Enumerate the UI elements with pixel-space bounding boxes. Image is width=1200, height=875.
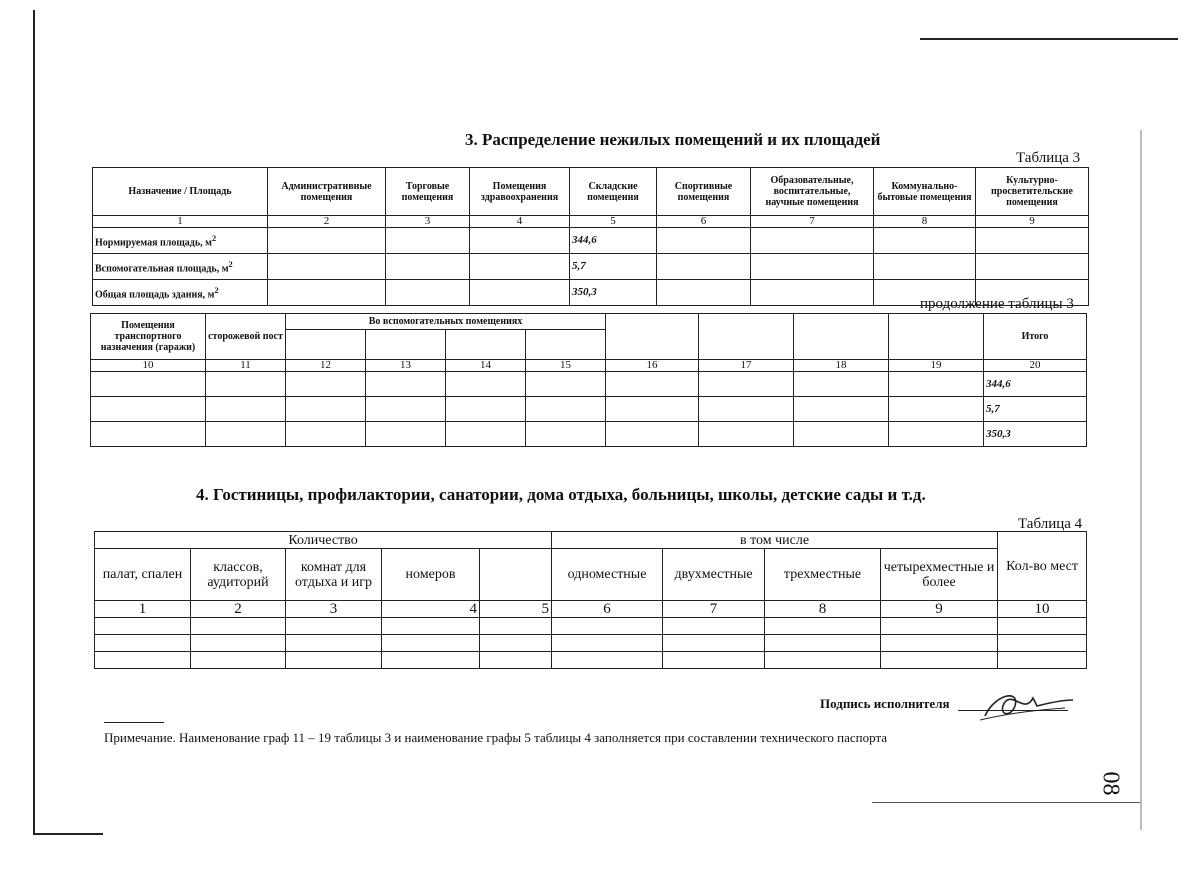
table3-continuation: [90, 313, 1087, 447]
header-places: Кол-во мест: [998, 532, 1087, 601]
total-auxiliary: 5,7: [984, 397, 1087, 422]
footnote-rule: [104, 722, 164, 723]
value-warehouse-auxiliary: 5,7: [570, 254, 657, 280]
table-row: [91, 397, 1087, 422]
header-admin: Административные помещения: [268, 168, 386, 216]
table4: [94, 531, 1087, 669]
col-number: 3: [286, 601, 382, 618]
col-number: 4: [382, 601, 480, 618]
col-number: 8: [765, 601, 881, 618]
header-trade: Торговые помещения: [386, 168, 470, 216]
col-number: 19: [889, 360, 984, 372]
col-number: 16: [606, 360, 699, 372]
col-number: 5: [480, 601, 552, 618]
col-number: 10: [91, 360, 206, 372]
header-purpose: Назначение / Площадь: [93, 168, 268, 216]
header-culture: Культурно-просветительские помещения: [976, 168, 1089, 216]
header-rooms: номеров: [382, 549, 480, 601]
col-number: 14: [446, 360, 526, 372]
col-number: 2: [191, 601, 286, 618]
header-health: Помещения здравоохранения: [470, 168, 570, 216]
section4-title: 4. Гостиницы, профилактории, санатории, дома отдыха, больницы, школы, детские сады и т.д.: [196, 485, 926, 504]
header-education: Образовательные, воспитательные, научные помещения: [751, 168, 874, 216]
col-number: 4: [470, 216, 570, 228]
header-col5: [480, 549, 552, 601]
col-number: 1: [93, 216, 268, 228]
table-row: [95, 652, 1087, 669]
header-sport: Спортивные помещения: [657, 168, 751, 216]
table-row: [91, 372, 1087, 397]
col-number: 13: [366, 360, 446, 372]
signature-mark: [975, 684, 1075, 724]
col-number: 9: [976, 216, 1089, 228]
col-number: 6: [657, 216, 751, 228]
col-number: 15: [526, 360, 606, 372]
row-label-total: Общая площадь здания, $м^2$: [93, 280, 268, 306]
col-number: 12: [286, 360, 366, 372]
header-auxiliary-group: Во вспомогательных помещениях: [286, 314, 606, 330]
footnote: Примечание. Наименование граф 11 – 19 таблицы 3 и наименование графы 5 таблицы 4 заполняется при составлении технического паспорта: [104, 730, 888, 745]
table-row: [95, 635, 1087, 652]
header-rest-rooms: комнат для отдыха и игр: [286, 549, 382, 601]
signature-label: Подпись исполнителя: [820, 696, 950, 711]
scan-edge-top: [920, 38, 1178, 40]
scan-edge-right: [1140, 130, 1142, 830]
col-number: 6: [552, 601, 663, 618]
col-number: 8: [874, 216, 976, 228]
row-label-auxiliary: Вспомогательная площадь, $м^2$: [93, 254, 268, 280]
scan-edge-bottom: [33, 833, 103, 835]
header-single: одноместные: [552, 549, 663, 601]
header-wards: палат, спален: [95, 549, 191, 601]
table-row: [91, 422, 1087, 447]
col-number: 17: [699, 360, 794, 372]
table3-caption: Таблица 3: [1016, 150, 1081, 166]
col-number: 10: [998, 601, 1087, 618]
header-warehouse: Складские помещения: [570, 168, 657, 216]
col-number: 11: [206, 360, 286, 372]
col-number: 3: [386, 216, 470, 228]
total-overall: 350,3: [984, 422, 1087, 447]
header-including: в том числе: [552, 532, 998, 549]
header-garage: Помещения транспортного назначения (гаражи): [91, 314, 206, 360]
value-warehouse-normative: 344,6: [570, 228, 657, 254]
total-normative: 344,6: [984, 372, 1087, 397]
scan-rule-bottom: [872, 802, 1140, 803]
col-number: 9: [881, 601, 998, 618]
page-stamp: 08: [1097, 771, 1124, 796]
header-quadruple: четырехместные и более: [881, 549, 998, 601]
header-communal: Коммунально-бытовые помещения: [874, 168, 976, 216]
table4-caption: Таблица 4: [1018, 516, 1083, 532]
header-total: Итого: [984, 314, 1087, 360]
col-number: 1: [95, 601, 191, 618]
header-quantity: Количество: [95, 532, 552, 549]
section3-title: 3. Распределение нежилых помещений и их площадей: [465, 130, 881, 149]
scan-edge-left: [33, 10, 35, 835]
col-number: 2: [268, 216, 386, 228]
col-number: 7: [663, 601, 765, 618]
header-classrooms: классов, аудиторий: [191, 549, 286, 601]
value-warehouse-total: 350,3: [570, 280, 657, 306]
table-row: [93, 254, 1089, 280]
header-double: двухместные: [663, 549, 765, 601]
col-number: 5: [570, 216, 657, 228]
col-number: 7: [751, 216, 874, 228]
col-number: 20: [984, 360, 1087, 372]
header-guard-post: сторожевой пост: [206, 314, 286, 360]
table-row: [95, 618, 1087, 635]
header-triple: трехместные: [765, 549, 881, 601]
col-number: 18: [794, 360, 889, 372]
table3: [92, 167, 1089, 306]
table3-continuation-caption: продолжение таблицы 3: [920, 296, 1074, 312]
table-row: [93, 228, 1089, 254]
row-label-normative: Нормируемая площадь, $м^2$: [93, 228, 268, 254]
